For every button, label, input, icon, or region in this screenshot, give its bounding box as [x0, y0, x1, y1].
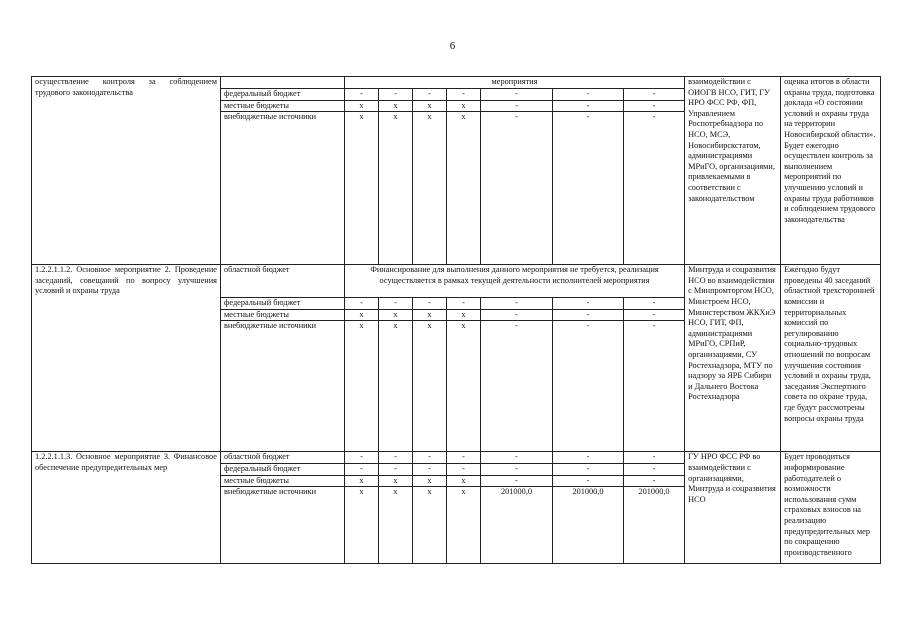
funding-source: местные бюджеты: [221, 100, 345, 112]
value-cell: -: [481, 475, 553, 487]
value-cell: x: [447, 321, 481, 452]
financing-note: Финансирование для выполнения данного мероприятия не требуется, реализация осуществляется в рамках текущей деятельности исполнителей мероприятия: [345, 265, 685, 298]
value-cell: -: [481, 463, 553, 475]
funding-source: областной бюджет: [221, 452, 345, 464]
value-cell: -: [624, 321, 685, 452]
value-cell: -: [624, 475, 685, 487]
value-cell: -: [553, 298, 624, 310]
value-cell: -: [624, 463, 685, 475]
value-cell: -: [481, 452, 553, 464]
value-cell: x: [379, 100, 413, 112]
value-cell: -: [624, 112, 685, 265]
value-cell: x: [413, 475, 447, 487]
value-cell: -: [553, 309, 624, 321]
activity-title: 1.2.2.1.1.2. Основное мероприятие 2. Проведение заседаний, совещаний по вопросу улучшения условий и охраны труда: [32, 265, 221, 452]
funding-source: внебюджетные источники: [221, 487, 345, 564]
funding-source: федеральный бюджет: [221, 89, 345, 101]
value-cell: x: [379, 321, 413, 452]
value-cell: x: [447, 112, 481, 265]
value-cell: -: [481, 298, 553, 310]
executors-cell: ГУ НРО ФСС РФ во взаимодействии с организациями, Минтруда и соцразвития НСО: [685, 452, 781, 564]
value-cell: -: [447, 89, 481, 101]
table-row: [32, 77, 881, 89]
value-cell: x: [379, 475, 413, 487]
page-number: 6: [449, 40, 456, 52]
value-cell: x: [345, 100, 379, 112]
value-cell: -: [553, 475, 624, 487]
table-row: [32, 265, 881, 298]
value-cell: -: [481, 89, 553, 101]
funding-source: федеральный бюджет: [221, 463, 345, 475]
value-cell: x: [413, 487, 447, 564]
table-row: [32, 452, 881, 464]
value-cell: -: [624, 100, 685, 112]
activity-title: осуществление контроля за соблюдением трудового законодательства: [32, 77, 221, 265]
value-cell: x: [447, 309, 481, 321]
value-cell: -: [447, 298, 481, 310]
value-cell: 201000,0: [553, 487, 624, 564]
value-cell: -: [379, 452, 413, 464]
value-cell: x: [345, 487, 379, 564]
funding-source: областной бюджет: [221, 265, 345, 298]
program-table: [31, 76, 881, 564]
financing-note: мероприятия: [345, 77, 685, 89]
value-cell: -: [624, 452, 685, 464]
funding-source: местные бюджеты: [221, 475, 345, 487]
value-cell: -: [624, 89, 685, 101]
value-cell: -: [481, 309, 553, 321]
value-cell: -: [379, 89, 413, 101]
value-cell: -: [447, 452, 481, 464]
value-cell: x: [345, 321, 379, 452]
value-cell: -: [553, 321, 624, 452]
value-cell: 201000,0: [624, 487, 685, 564]
value-cell: x: [379, 309, 413, 321]
value-cell: x: [413, 309, 447, 321]
value-cell: -: [447, 463, 481, 475]
value-cell: -: [413, 463, 447, 475]
value-cell: -: [481, 321, 553, 452]
executors-cell: взаимодействии с ОИОГВ НСО, ГИТ, ГУ НРО ФСС РФ, ФП, Управлением Роспотребнадзора по НСО, МСЭ, Новосибирскстатом, администрациями МРиГО, организациями, привлекаемыми в соответствии с законодательством: [685, 77, 781, 265]
activity-title: 1.2.2.1.1.3. Основное мероприятие 3. Финансовое обеспечение предупредительных мер: [32, 452, 221, 564]
result-cell: оценка итогов в области охраны труда, подготовка доклада «О состоянии условий и охраны труда на территории Новосибирской области». Будет ежегодно осуществлен контроль за выполнением мероприятий по улучшению условий и охраны труда работников и соблюдением трудового законодательства: [781, 77, 881, 265]
value-cell: -: [379, 463, 413, 475]
value-cell: -: [553, 452, 624, 464]
value-cell: x: [447, 487, 481, 564]
value-cell: -: [413, 89, 447, 101]
value-cell: -: [553, 463, 624, 475]
funding-source: внебюджетные источники: [221, 112, 345, 265]
result-cell: Будет проводиться информирование работодателей о возможности использования сумм страховых взносов на реализацию предупредительных мер по сокращению производственного: [781, 452, 881, 564]
value-cell: x: [413, 100, 447, 112]
value-cell: -: [345, 298, 379, 310]
value-cell: -: [481, 112, 553, 265]
value-cell: 201000,0: [481, 487, 553, 564]
value-cell: -: [553, 89, 624, 101]
value-cell: -: [413, 452, 447, 464]
funding-source: федеральный бюджет: [221, 298, 345, 310]
executors-cell: Минтруда и соцразвития НСО во взаимодействии с Минпромторгом НСО, Минстроем НСО, Министерством ЖКХиЭ НСО, ГИТ, ФП, администрациями МРиГО, СРПиР, организациями, СУ Ростехнадзора, МТУ по надзору за ЯРБ Сибири и Дальнего Востока Ростехнадзора: [685, 265, 781, 452]
value-cell: x: [447, 475, 481, 487]
value-cell: x: [345, 309, 379, 321]
value-cell: -: [624, 298, 685, 310]
value-cell: -: [481, 100, 553, 112]
value-cell: x: [379, 112, 413, 265]
value-cell: -: [413, 298, 447, 310]
value-cell: -: [553, 100, 624, 112]
funding-source: местные бюджеты: [221, 309, 345, 321]
value-cell: x: [447, 100, 481, 112]
value-cell: x: [413, 321, 447, 452]
value-cell: x: [379, 487, 413, 564]
value-cell: -: [345, 452, 379, 464]
value-cell: -: [553, 112, 624, 265]
funding-source: внебюджетные источники: [221, 321, 345, 452]
value-cell: x: [413, 112, 447, 265]
value-cell: -: [379, 298, 413, 310]
value-cell: x: [345, 112, 379, 265]
value-cell: x: [345, 475, 379, 487]
value-cell: -: [624, 309, 685, 321]
value-cell: -: [345, 463, 379, 475]
funding-source: [221, 77, 345, 89]
result-cell: Ежегодно будут проведены 40 заседаний областной трехсторонней комиссии и территориальных комиссий по регулированию социально-трудовых отношений по вопросам улучшения состояния условий и охраны труда, заседания Экспертного совета по охране труда, где будут рассмотрены вопросы охраны труда: [781, 265, 881, 452]
value-cell: -: [345, 89, 379, 101]
